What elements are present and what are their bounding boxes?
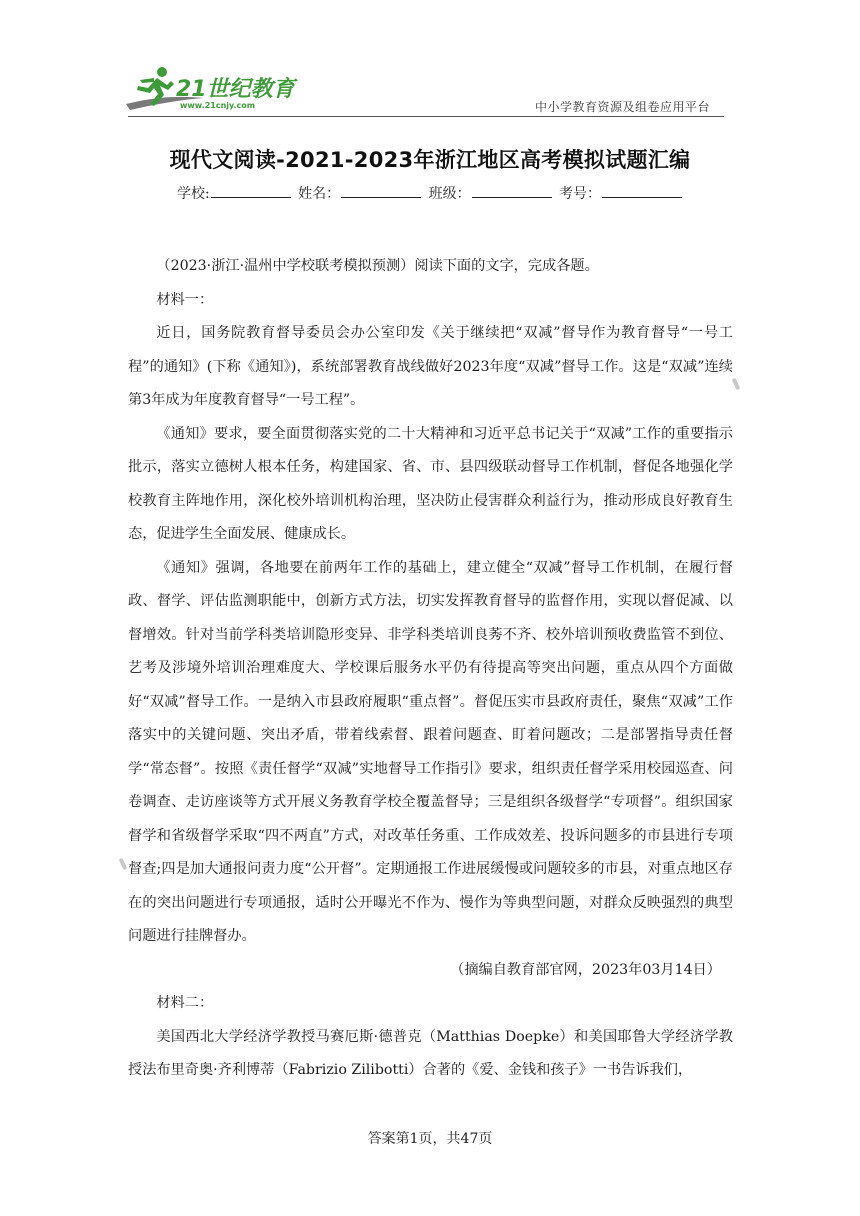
site-logo: [124, 64, 299, 114]
class-label: 班级：: [428, 186, 471, 202]
school-field[interactable]: [211, 185, 291, 198]
source-citation: （摘编自教育部官网，2023年03月14日）: [450, 961, 721, 978]
paragraph: 美国西北大学经济学教授马赛厄斯·德普克（Matthias Doepke）和美国耶鲁大学经济学教授法布里奇奥·齐利博蒂（Fabrizio Zilibotti）合著的《爱、金钱和孩子》一书告诉我们，: [128, 1028, 733, 1078]
page-header: [0, 0, 860, 125]
runner-logo-icon: [124, 64, 299, 114]
svg-text:www.21cnjy.com: www.21cnjy.com: [180, 101, 256, 110]
student-info-line: [0, 183, 860, 203]
paragraph: 近日，国务院教育督导委员会办公室印发《关于继续把“双减”督导作为教育督导“一号工程”的通知》(下称《通知》)，系统部署教育战线做好2023年度“双减”督导工作。这是“双减”连续第3年成为年度教育督导“一号工程”。: [128, 325, 733, 408]
document-title: 现代文阅读-2021-2023年浙江地区高考模拟试题汇编: [169, 148, 691, 172]
page-footer: 答案第1页，共47页: [367, 1131, 493, 1147]
name-label: 姓名：: [298, 186, 341, 202]
name-field[interactable]: [341, 185, 421, 198]
exam-no-field[interactable]: [602, 185, 682, 198]
svg-text:21世纪教育: 21世纪教育: [176, 77, 295, 102]
school-label: 学校:: [176, 186, 210, 202]
question-intro: （2023·浙江·温州中学校联考模拟预测）阅读下面的文字，完成各题。: [156, 258, 599, 274]
class-field[interactable]: [472, 185, 552, 198]
material-one-label: 材料一：: [156, 291, 214, 308]
exam-no-label: 考号：: [559, 186, 602, 202]
document-body: [128, 250, 733, 1088]
header-divider: [128, 116, 724, 117]
material-two-label: 材料二：: [156, 995, 214, 1011]
paragraph: 《通知》强调，各地要在前两年工作的基础上，建立健全“双减”督导工作机制，在履行督政、督学、评估监测职能中，创新方式方法，切实发挥教育督导的监督作用，实现以督促减、以督增效。针对当前学科类培训隐形变异、非学科类培训良莠不齐、校外培训预收费监管不到位、艺考及涉境外培训治理难度大、学校课后服务水平仍有待提高等突出问题，重点从四个方面做好“双减”督导工作。一是纳入市县政府履职“重点督”。督促压实市县政府责任，聚焦“双减”工作落实中的关键问题、突出矛盾，带着线索督、跟着问题查、盯着问题改；二是部署指导责任督学“常态督”。按照《责任督学“双减”实地督导工作指引》要求，组织责任督学采用校园巡查、问卷调查、走访座谈等方式开展义务教育学校全覆盖督导；三是组织各级督学“专项督”。组织国家督学和省级督学采取“四不两直”方式，对改革任务重、工作成效差、投诉问题多的市县进行专项督查;四是加大通报问责力度“公开督”。定期通报工作进展缓慢或问题较多的市县，对重点地区存在的突出问题进行专项通报，适时公开曝光不作为、慢作为等典型问题，对群众反映强烈的典型问题进行挂牌督办。: [128, 559, 733, 944]
scan-mark: [119, 858, 128, 871]
paragraph: 《通知》要求，要全面贯彻落实党的二十大精神和习近平总书记关于“双减”工作的重要指示批示，落实立德树人根本任务，构建国家、省、市、县四级联动督导工作机制，督促各地强化学校教育主阵地作用，深化校外培训机构治理，坚决防止侵害群众利益行为，推动形成良好教育生态，促进学生全面发展、健康成长。: [128, 425, 733, 542]
platform-name: 中小学教育资源及组卷应用平台: [534, 100, 710, 114]
